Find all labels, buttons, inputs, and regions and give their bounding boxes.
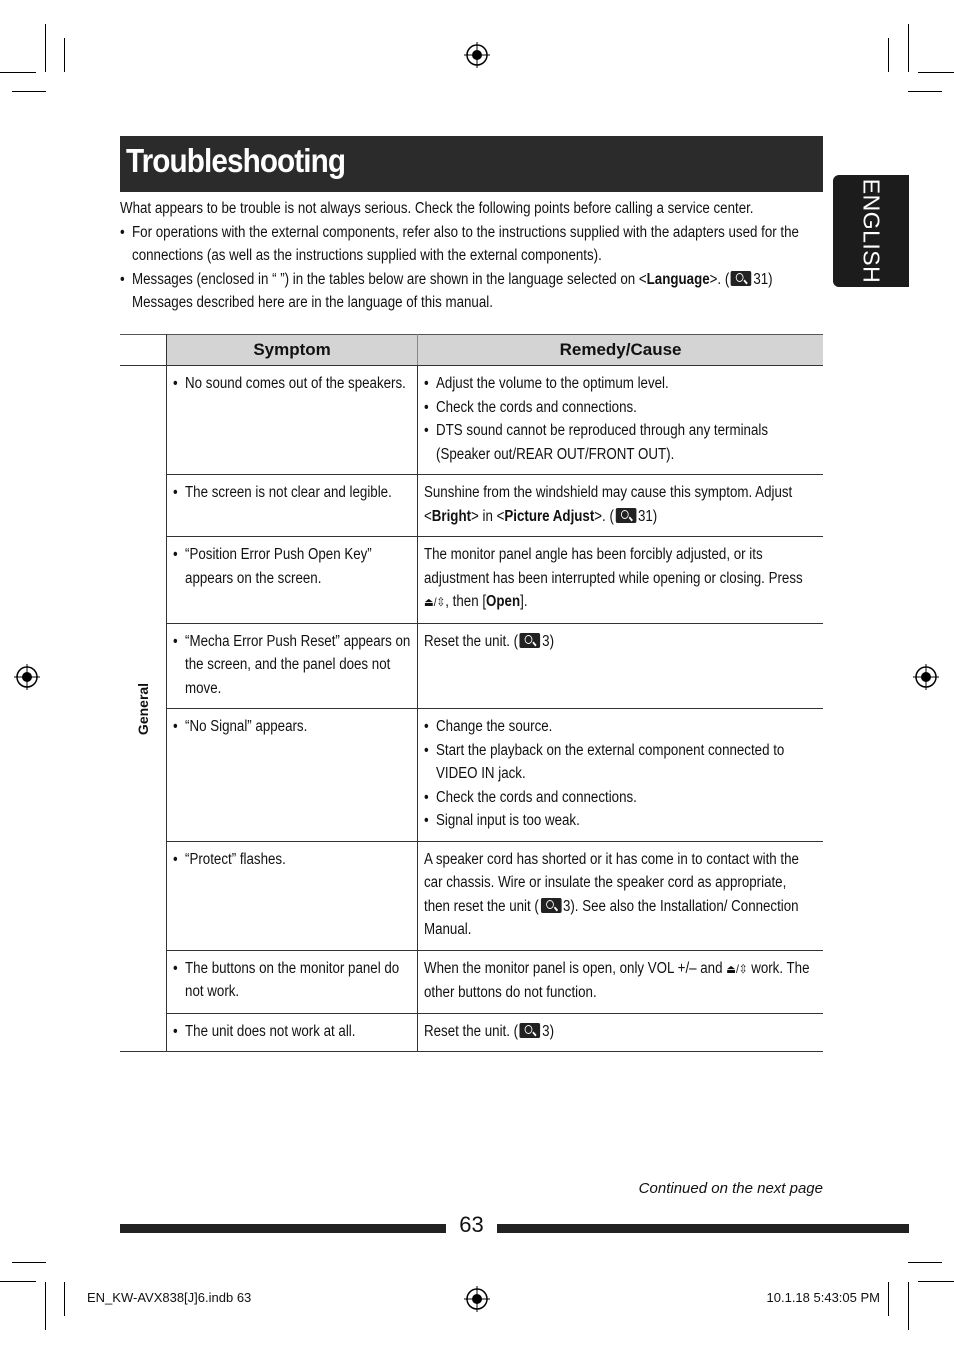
registration-mark-icon [464,42,490,68]
reference-magnifier-icon [541,898,562,913]
table-row [120,1013,823,1052]
print-slug-file: EN_KW-AVX838[J]6.indb 63 [87,1290,252,1305]
footer-bar-left [120,1224,446,1233]
registration-mark-icon [913,664,939,690]
crop-mark [918,1281,954,1282]
crop-mark [0,1281,36,1282]
crop-mark [888,1282,889,1316]
category-label: General [134,682,151,735]
language-label: ENGLISH [858,178,885,284]
language-side-tab [833,175,909,287]
page-title: Troubleshooting [126,142,346,179]
crop-mark [45,1282,46,1330]
symptom-cell: • No sound comes out of the speakers. [166,366,417,475]
intro-section [120,197,825,315]
crop-mark [45,24,46,72]
reference-magnifier-icon [616,508,637,523]
remedy-cell: • Adjust the volume to the optimum level. • Check the cords and connections. • DTS sound cannot be reproduced through any terminals (Speaker out/REAR OUT/FRONT OUT). [418,366,823,475]
crop-mark [908,24,909,72]
title-banner [120,136,823,192]
crop-mark [12,1262,46,1263]
crop-mark [64,38,65,72]
eject-tilt-icon: ⏏/⇳ [726,961,748,976]
symptom-cell: • “Position Error Push Open Key” appears on the screen. [166,537,417,624]
registration-mark-icon [14,664,40,690]
registration-mark-icon [464,1286,490,1312]
crop-mark [888,38,889,72]
intro-bullet: • Messages (enclosed in “ ”) in the tables below are shown in the language selected on <Language>. ( 31) Messages described here are in the language of this manual. [120,268,823,315]
crop-mark [908,91,942,92]
troubleshooting-table [120,334,823,1052]
table-row [120,623,823,709]
remedy-cell: The monitor panel angle has been forcibly adjusted, or its adjustment has been interrupted while opening or closing. Press ⏏/⇳, then [Open]. [424,546,803,610]
remedy-cell: Sunshine from the windshield may cause this symptom. Adjust <Bright> in <Picture Adjust>. ( 31) [424,484,793,525]
remedy-cell: When the monitor panel is open, only VOL +/– and ⏏/⇳ work. The other buttons do not function. [424,959,810,1001]
crop-mark [908,1262,942,1263]
intro-lead: What appears to be trouble is not always serious. Check the following points before calling a service center. [120,200,754,217]
table-row [120,709,823,842]
table-row [120,366,823,475]
reference-magnifier-icon [520,633,541,648]
table-row [120,537,823,624]
reference-magnifier-icon [731,271,752,286]
symptom-cell: • “Mecha Error Push Reset” appears on the screen, and the panel does not move. [166,623,417,709]
symptom-cell: • The screen is not clear and legible. [166,475,417,537]
symptom-cell: • The buttons on the monitor panel do not work. [166,950,417,1013]
symptom-cell: • The unit does not work at all. [166,1013,417,1052]
remedy-cell: Reset the unit. ( 3) [424,632,555,650]
remedy-header: Remedy/Cause [418,335,823,366]
table-row [120,950,823,1013]
eject-tilt-icon: ⏏/⇳ [424,595,446,609]
crop-mark [918,72,954,73]
symptom-cell: • “Protect” flashes. [166,841,417,950]
crop-mark [12,91,46,92]
footer-bar-right [497,1224,909,1233]
symptom-cell: • “No Signal” appears. [166,709,417,842]
reference-magnifier-icon [520,1023,541,1038]
table-row [120,475,823,537]
crop-mark [908,1282,909,1330]
crop-mark [0,72,36,73]
remedy-cell: Reset the unit. ( 3) [424,1022,555,1040]
intro-bullet: • For operations with the external components, refer also to the instructions supplied with the adapters used for the connections (as well as the instructions supplied with the external components). [120,221,823,268]
crop-mark [64,1282,65,1316]
remedy-cell: A speaker cord has shorted or it has come in to contact with the car chassis. Wire or insulate the speaker cord as appropriate, then reset the unit ( 3). See also the Installation/ Connection Manual. [424,850,800,938]
print-slug-date: 10.1.18 5:43:05 PM [766,1290,880,1305]
table-row [120,841,823,950]
continued-note: Continued on the next page [638,1180,823,1197]
page-number: 63 [459,1212,484,1237]
remedy-cell: • Change the source. • Start the playback on the external component connected to VIDEO IN jack. • Check the cords and connections. • Signal input is too weak. [418,709,823,842]
category-cell [120,366,166,1052]
symptom-header: Symptom [166,335,417,366]
